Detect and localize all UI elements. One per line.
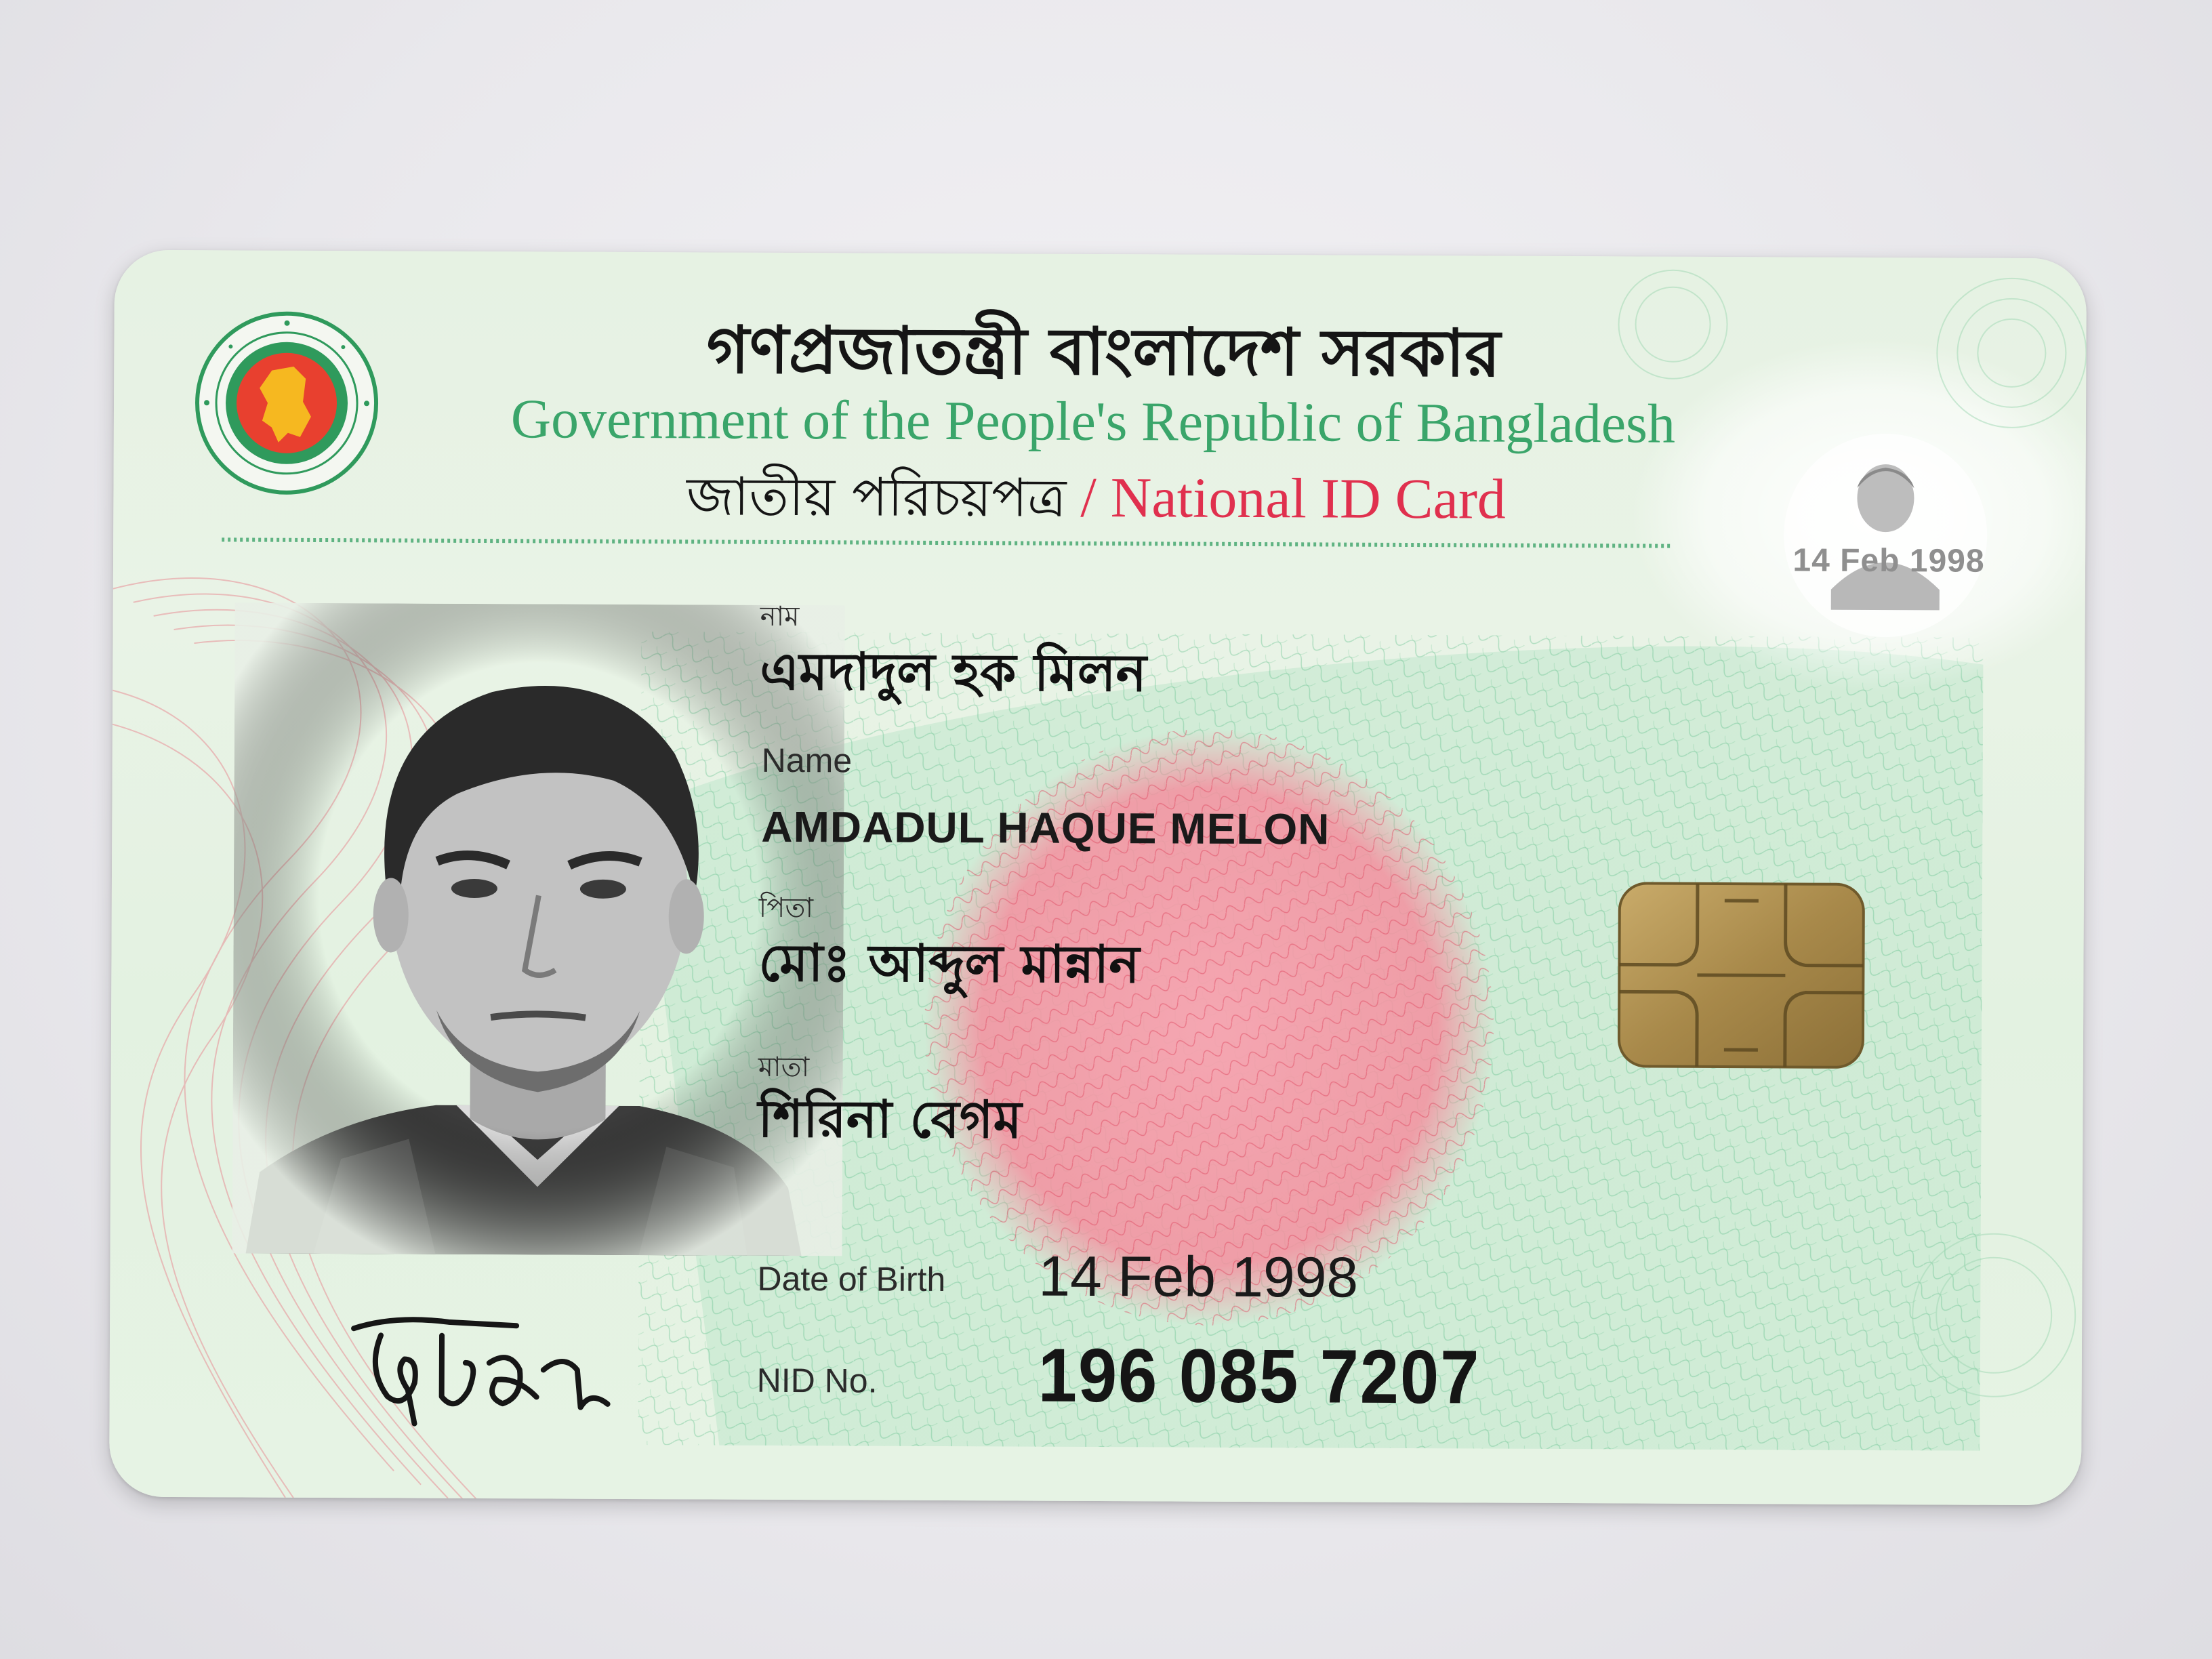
name-english-label: Name [761,741,853,780]
mother-value: শিরিনা বেগম [758,1088,1022,1150]
national-id-card [109,250,2087,1506]
card-subtitle-english: / National ID Card [1080,466,1507,531]
father-value: মোঃ আব্দুল মান্নান [758,932,1140,995]
nid-number-value: 196 085 7207 [1038,1332,1481,1420]
header-title-bengali: গণপ্রজাতন্ত্রী বাংলাদেশ সরকার [706,312,1501,392]
holder-signature [340,1294,625,1431]
father-label: পিতা [758,892,814,924]
name-bengali-label: নাম [760,600,800,633]
date-of-birth-label: Date of Birth [757,1259,946,1299]
name-english-value: AMDADUL HAQUE MELON [761,802,1330,854]
card-subtitle [520,455,1673,548]
header-title-english: Government of the People's Republic of Bangladesh [510,388,1676,455]
government-seal-icon [191,308,382,498]
card-subtitle-bengali: জাতীয় পরিচয়পত্র [686,466,1067,529]
portrait-photo [232,602,845,1256]
smart-card-chip-icon [1616,880,1867,1071]
date-of-birth-value: 14 Feb 1998 [1038,1244,1359,1309]
mother-label: মাতা [758,1051,810,1084]
ghost-date: 14 Feb 1998 [1793,542,1985,579]
name-bengali-value: এমদাদুল হক মিলন [760,640,1147,703]
nid-number-label: NID No. [756,1361,878,1400]
